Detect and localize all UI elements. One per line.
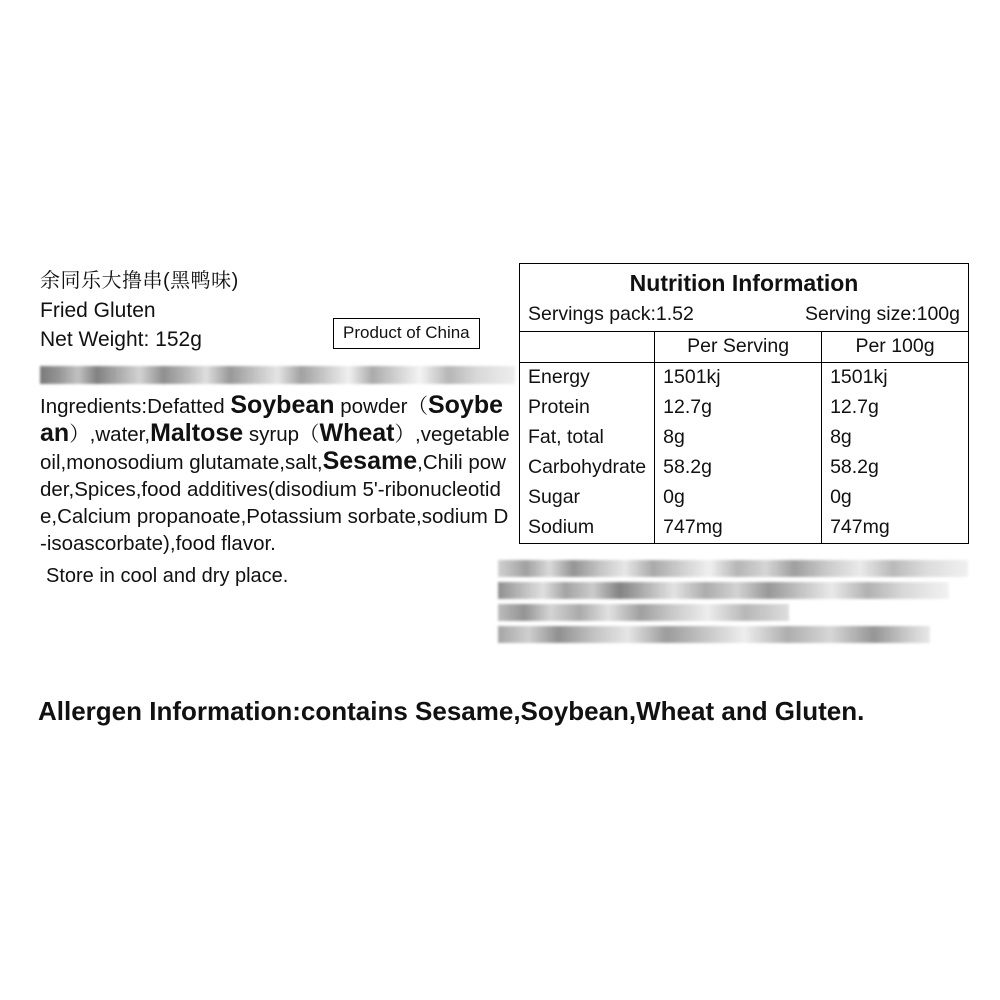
nutrient-per-100g: 12.7g <box>822 393 968 423</box>
redacted-line <box>498 604 789 621</box>
table-row <box>520 423 968 453</box>
ingredients-text-4: ）,vegetable oil,monosodium glutamate,salt, <box>40 423 510 474</box>
ingredients-text-3: syrup（ <box>243 423 320 446</box>
ingredients-text-1: powder（ <box>334 395 428 418</box>
nutrient-per-serving: 12.7g <box>655 393 822 423</box>
product-of-china-badge <box>333 318 480 349</box>
nutrient-label: Sodium <box>528 516 595 538</box>
product-of-china-label: Product of China <box>343 323 470 342</box>
nutrient-per-serving: 0g <box>655 483 822 513</box>
allergen-wheat: Wheat <box>319 419 395 447</box>
nutrient-per-100g: 1501kj <box>822 363 968 394</box>
table-row <box>520 363 968 394</box>
column-per-100g: Per 100g <box>822 332 968 363</box>
redacted-text-bar <box>40 366 515 384</box>
allergen-maltose: Maltose <box>150 419 244 447</box>
nutrient-per-serving: 1501kj <box>655 363 822 394</box>
allergen-sesame: Sesame <box>322 447 418 475</box>
serving-size: Serving size:100g <box>804 303 960 325</box>
ingredients-text-2: ）,water, <box>69 423 151 446</box>
table-row <box>520 483 968 513</box>
ingredients-paragraph <box>40 392 515 557</box>
product-name-english: Fried Gluten <box>40 299 156 322</box>
column-per-serving: Per Serving <box>655 332 822 363</box>
redacted-paragraph <box>498 560 968 648</box>
nutrient-per-serving: 58.2g <box>655 453 822 483</box>
redacted-line <box>498 626 930 643</box>
nutrient-label: Protein <box>528 396 590 418</box>
product-name-chinese: 余同乐大撸串(黑鸭味) <box>40 270 239 292</box>
nutrition-information-panel <box>519 263 969 544</box>
servings-per-pack: Servings pack:1.52 <box>528 303 694 325</box>
table-row <box>520 513 968 543</box>
allergen-information: Allergen Information:contains Sesame,Soybean,Wheat and Gluten. <box>38 696 865 726</box>
table-row <box>520 453 968 483</box>
nutrient-label: Carbohydrate <box>528 456 647 478</box>
product-info-block <box>40 268 515 591</box>
redacted-line <box>498 560 968 577</box>
nutrient-per-100g: 8g <box>822 423 968 453</box>
column-nutrient <box>520 332 655 363</box>
allergen-soybean-1: Soybean <box>230 391 335 419</box>
nutrition-table <box>520 332 968 543</box>
table-header-row <box>520 332 968 363</box>
storage-instruction: Store in cool and dry place. <box>46 565 289 587</box>
nutrient-label: Fat, total <box>528 426 604 448</box>
nutrient-per-100g: 0g <box>822 483 968 513</box>
nutrient-per-100g: 747mg <box>822 513 968 543</box>
allergen-soybean-2: Soybean <box>40 391 503 447</box>
table-row <box>520 393 968 423</box>
nutrient-per-serving: 747mg <box>655 513 822 543</box>
ingredients-text-5: ,Chili powder,Spices,food additives(disodium 5'-ribonucleotide,Calcium propanoate,Potassium sorbate,sodium D-isoascorbate),food flavor. <box>40 451 509 555</box>
nutrition-title: Nutrition Information <box>629 270 859 296</box>
nutrient-per-100g: 58.2g <box>822 453 968 483</box>
net-weight: Net Weight: 152g <box>40 328 202 351</box>
ingredients-lead: Ingredients:Defatted <box>40 395 231 418</box>
nutrient-per-serving: 8g <box>655 423 822 453</box>
nutrient-label: Sugar <box>528 486 581 508</box>
nutrition-serving-row <box>520 299 968 332</box>
nutrient-label: Energy <box>528 366 590 388</box>
redacted-line <box>498 582 949 599</box>
